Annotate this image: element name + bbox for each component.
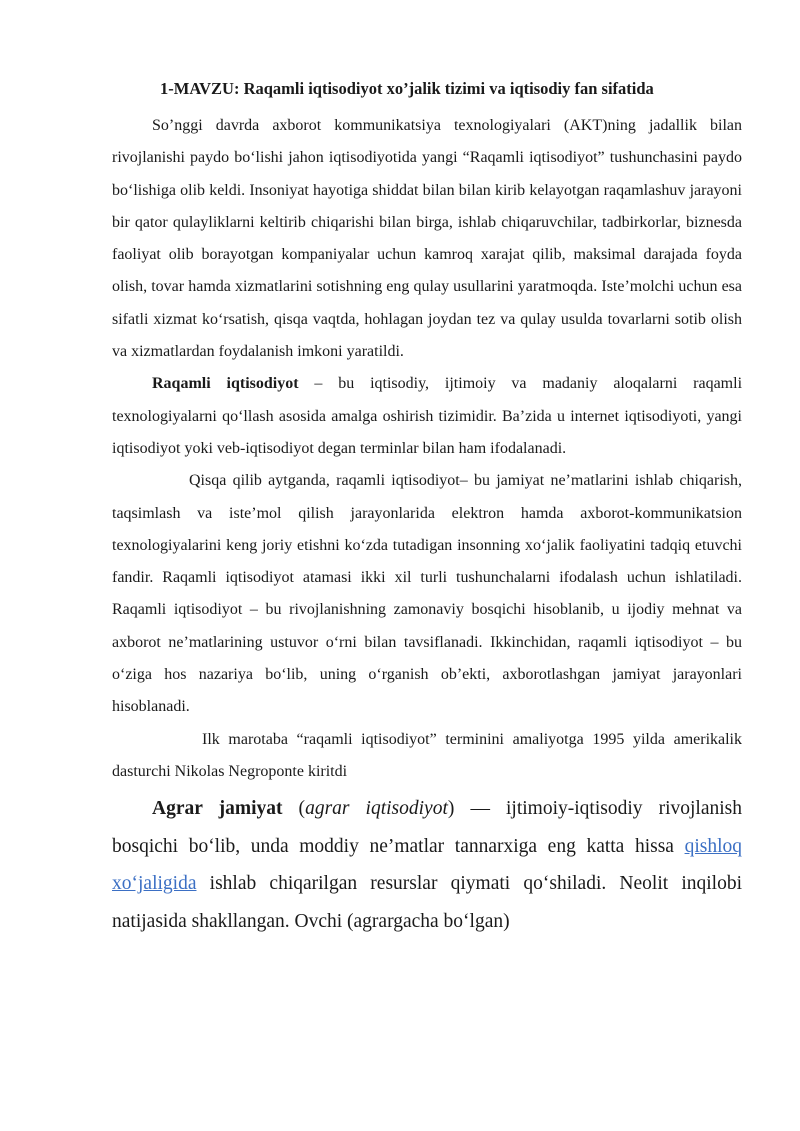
paragraph-definition	[112, 368, 742, 465]
qishloq-link[interactable]: qishloq xo‘jaligida	[112, 835, 742, 895]
term-raqamli-iqtisodiyot: Raqamli iqtisodiyot	[152, 375, 299, 393]
paragraph-agrar	[112, 790, 742, 940]
agrar-end: ishlab chiqarilgan resurslar qiymati qo‘shiladi. Neolit inqilobi natijasida shakllangan. Ovchi (agrargacha bo‘lgan)	[112, 873, 742, 932]
document-page	[112, 72, 742, 940]
document-title: 1-MAVZU: Raqamli iqtisodiyot xo’jalik tizimi va iqtisodiy fan sifatida	[160, 79, 654, 98]
paragraph-history: Ilk marotaba “raqamli iqtisodiyot” terminini amaliyotga 1995 yilda amerikalik dasturchi Nikolas Negroponte kiritdi	[112, 730, 742, 780]
agrar-open: (	[282, 798, 306, 820]
agrar-text: ) — ijtimoiy-iqtisodiy rivojlanish bosqichi bo‘lib, unda moddiy ne’matlar tannarxiga eng katta hissa	[112, 798, 742, 857]
term-agrar-jamiyat: Agrar jamiyat	[152, 798, 283, 820]
paragraph-summary: Qisqa qilib aytganda, raqamli iqtisodiyot– bu jamiyat ne’matlarini ishlab chiqarish, taqsimlash va iste’mol qilish jarayonlarida elektron hamda axborot-kommunikatsion texnologiyalarini keng joriy etishni ko‘zda tutadigan insonning xo‘jalik faoliyatini tadqiq etuvchi fandir. Raqamli iqtisodiyot atamasi ikki xil turli tushunchalarni ifodalash uchun ishlatiladi. Raqamli iqtisodiyot – bu rivojlanishning zamonaviy bosqichi hisoblanib, u ijodiy mehnat va axborot ne’matlarining ustuvor o‘rni bilan tavsiflanadi. Ikkinchidan, raqamli iqtisodiyot – bu o‘ziga hos nazariya bo‘lib, uning o‘rganish ob’ekti, axborotlashgan jamiyat jarayonlari hisoblanadi.	[112, 472, 742, 716]
definition-text: – bu iqtisodiy, ijtimoiy va madaniy aloqalarni raqamli texnologiyalarni qo‘llash asosida amalga oshirish tizimidir. Ba’zida u internet iqtisodiyoti, yangi iqtisodiyot yoki veb-iqtisodiyot degan terminlar bilan ham ifodalanadi.	[112, 375, 743, 457]
term-agrar-iqtisodiyot: agrar iqtisodiyot	[305, 798, 448, 820]
paragraph-intro: So’nggi davrda axborot kommunikatsiya texnologiyalari (AKT)ning jadallik bilan rivojlanishi paydo bo‘lishi jahon iqtisodiyotida yangi “Raqamli iqtisodiyot” tushunchasini paydo bo‘lishiga olib keldi. Insoniyat hayotiga shiddat bilan bilan kirib kelayotgan raqamlashuv jarayoni bir qator qulayliklarni keltirib chiqarishi bilan birga, ishlab chiqaruvchilar, tadbirkorlar, biznesda faoliyat olib borayotgan kompaniyalar uchun kamroq xarajat qilib, maksimal darajada foyda olish, tovar hamda xizmatlarini sotishning eng qulay usullarini yaratmoqda. Iste’molchi uchun esa sifatli xizmat ko‘rsatish, qisqa vaqtda, hohlagan joydan tez va qulay usulda tovarlarni sotib olish va xizmatlardan foydalanish imkoni yaratildi.	[112, 117, 742, 361]
